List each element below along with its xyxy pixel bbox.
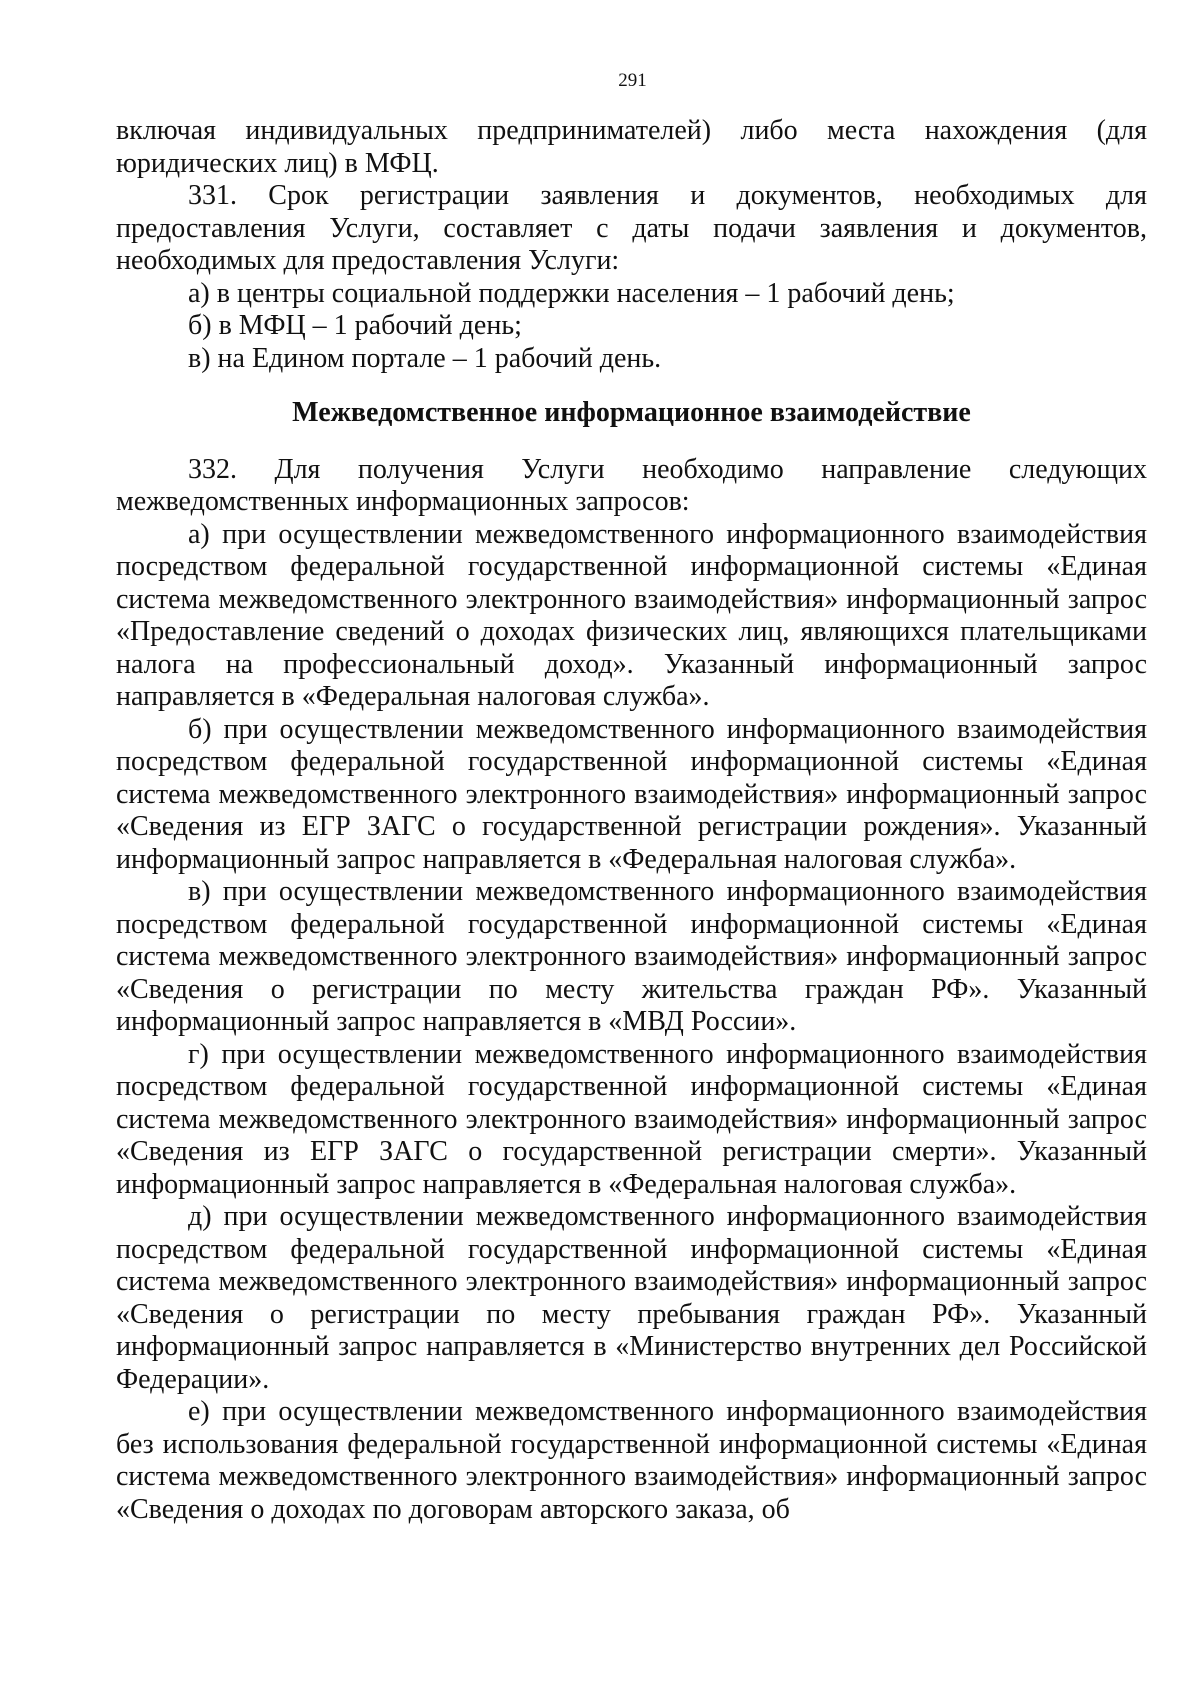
paragraph-continuation: включая индивидуальных предпринимателей) либо места нахождения (для юридических лиц) в МФЦ.: [116, 115, 1147, 179]
paragraph-332: 332. Для получения Услуги необходимо направление следующих межведомственных информационных запросов:: [116, 453, 1147, 517]
list-item-b-mfc: б) в МФЦ – 1 рабочий день;: [188, 310, 522, 341]
list-item-e-stay-registration: д) при осуществлении межведомственного информационного взаимодействия посредством федеральной государственной информационной системы «Единая система межведомственного электронного взаимодействия» информационный запрос «Сведения о регистрации по месту пребывания граждан РФ». Указанный информационный запрос направляется в «Министерство внутренних дел Российской Федерации».: [116, 1201, 1147, 1395]
list-item-c-unified-portal: в) на Едином портале – 1 рабочий день.: [188, 342, 662, 374]
list-item-a-social-centers: а) в центры социальной поддержки населения – 1 рабочий день;: [188, 277, 955, 309]
list-item-d-death-registration: г) при осуществлении межведомственного информационного взаимодействия посредством федеральной государственной информационной системы «Единая система межведомственного электронного взаимодействия» информационный запрос «Сведения из ЕГР ЗАГС о государственной регистрации смерти». Указанный информационный запрос направляется в «Федеральная налоговая служба».: [116, 1038, 1147, 1200]
paragraph-331: 331. Срок регистрации заявления и документов, необходимых для предоставления Услуги, составляет с даты подачи заявления и документов, необходимых для предоставления Услуги:: [116, 180, 1147, 276]
document-body: [116, 115, 1147, 1526]
list-item-a-fns-income: а) при осуществлении межведомственного информационного взаимодействия посредством федеральной государственной информационной системы «Единая система межведомственного электронного взаимодействия» информационный запрос «Предоставление сведений о доходах физических лиц, являющихся плательщиками налога на профессиональный доход». Указанный информационный запрос направляется в «Федеральная налоговая служба».: [116, 518, 1147, 712]
list-item-c-residence-registration: в) при осуществлении межведомственного информационного взаимодействия посредством федеральной государственной информационной системы «Единая система межведомственного электронного взаимодействия» информационный запрос «Сведения о регистрации по месту жительства граждан РФ». Указанный информационный запрос направляется в «МВД России».: [116, 876, 1147, 1037]
list-item-b-birth-registration: б) при осуществлении межведомственного информационного взаимодействия посредством федеральной государственной информационной системы «Единая система межведомственного электронного взаимодействия» информационный запрос «Сведения из ЕГР ЗАГС о государственной регистрации рождения». Указанный информационный запрос направляется в «Федеральная налоговая служба».: [116, 713, 1147, 875]
page-number: 291: [618, 70, 647, 91]
section-heading: Межведомственное информационное взаимодействие: [292, 397, 971, 428]
list-item-f-author-contract-income: е) при осуществлении межведомственного информационного взаимодействия без использования федеральной государственной информационной системы «Единая система межведомственного электронного взаимодействия» информационный запрос «Сведения о доходах по договорам авторского заказа, об: [116, 1396, 1147, 1525]
